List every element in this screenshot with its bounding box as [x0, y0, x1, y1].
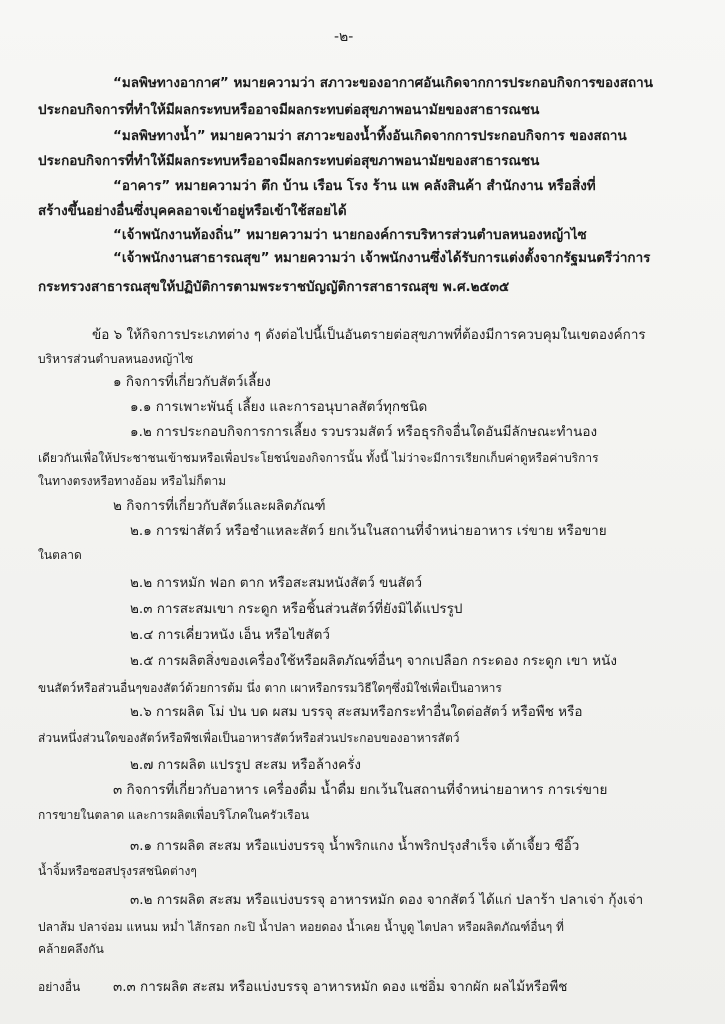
text-line: ๓ กิจการที่เกี่ยวกับอาหาร เครื่องดื่ม น้ำดื่ม ยกเว้นในสถานที่จำหน่ายอาหาร การเร่ขาย	[113, 782, 608, 798]
text-line: ๒.๕ การผลิตสิ่งของเครื่องใช้หรือผลิตภัณฑ์อื่นๆ จากเปลือก กระดอง กระดูก เขา หนัง	[130, 653, 617, 669]
text-line: ๑.๑ การเพาะพันธุ์ เลี้ยง และการอนุบาลสัตว์ทุกชนิด	[130, 399, 428, 415]
text-line: “เจ้าพนักงานท้องถิ่น” หมายความว่า นายกองค์การบริหารส่วนตำบลหนองหญ้าไซ	[113, 227, 587, 243]
text-line: “มลพิษทางน้ำ” หมายความว่า สภาวะของน้ำทิ้งอันเกิดจากการประกอบกิจการ ของสถาน	[113, 128, 627, 144]
text-line: บริหารส่วนตำบลหนองหญ้าไซ	[38, 352, 194, 366]
text-line: อย่างอื่น	[38, 980, 81, 994]
text-line: ๒.๑ การฆ่าสัตว์ หรือชำแหละสัตว์ ยกเว้นในสถานที่จำหน่ายอาหาร เร่ขาย หรือขาย	[130, 523, 607, 539]
text-line: “เจ้าพนักงานสาธารณสุข” หมายความว่า เจ้าพนักงานซึ่งได้รับการแต่งตั้งจากรัฐมนตรีว่าการ	[113, 250, 651, 266]
text-line: สร้างขึ้นอย่างอื่นซึ่งบุคคลอาจเข้าอยู่หรือเข้าใช้สอยได้	[38, 203, 347, 219]
text-line: ในตลาด	[38, 548, 82, 562]
text-line: การขายในตลาด และการผลิตเพื่อบริโภคในครัวเรือน	[38, 808, 310, 822]
text-line: ๓.๑ การผลิต สะสม หรือแบ่งบรรจุ น้ำพริกแกง น้ำพริกปรุงสำเร็จ เต้าเจี้ยว ซีอิ๊ว	[130, 838, 580, 854]
text-line: ๒ กิจการที่เกี่ยวกับสัตว์และผลิตภัณฑ์	[113, 498, 326, 514]
text-line: ประกอบกิจการที่ทำให้มีผลกระทบหรืออาจมีผลกระทบต่อสุขภาพอนามัยของสาธารณชน	[38, 102, 540, 118]
text-line: ๓.๒ การผลิต สะสม หรือแบ่งบรรจุ อาหารหมัก ดอง จากสัตว์ ได้แก่ ปลาร้า ปลาเจ่า กุ้งเจ่า	[130, 892, 644, 908]
text-line: คล้ายคลึงกัน	[38, 942, 104, 956]
text-line: ส่วนหนึ่งส่วนใดของสัตว์หรือพืชเพื่อเป็นอาหารสัตว์หรือส่วนประกอบของอาหารสัตว์	[38, 731, 460, 745]
text-line: ๑ กิจการที่เกี่ยวกับสัตว์เลี้ยง	[113, 374, 271, 390]
text-line: ปลาส้ม ปลาจ่อม แหนม หม่ำ ไส้กรอก กะปิ น้ำปลา หอยดอง น้ำเคย น้ำบูดู ไตปลา หรือผลิตภัณฑ์อื่นๆ ที่	[38, 920, 564, 934]
text-line: ๒.๓ การสะสมเขา กระดูก หรือชิ้นส่วนสัตว์ที่ยังมิได้แปรรูป	[130, 601, 463, 617]
text-line: ประกอบกิจการที่ทำให้มีผลกระทบหรืออาจมีผลกระทบต่อสุขภาพอนามัยของสาธารณชน	[38, 153, 540, 169]
text-line: ๒.๒ การหมัก ฟอก ตาก หรือสะสมหนังสัตว์ ขนสัตว์	[130, 575, 423, 591]
text-line: ข้อ ๖ ให้กิจการประเภทต่าง ๆ ดังต่อไปนี้เป็นอันตรายต่อสุขภาพที่ต้องมีการควบคุมในเขตองค์การ	[92, 327, 646, 343]
text-line: กระทรวงสาธารณสุขให้ปฏิบัติการตามพระราชบัญญัติการสาธารณสุข พ.ศ.๒๕๓๕	[38, 279, 510, 295]
text-line: “มลพิษทางอากาศ” หมายความว่า สภาวะของอากาศอันเกิดจากการประกอบกิจการของสถาน	[113, 75, 653, 91]
text-line: ๒.๔ การเคี่ยวหนัง เอ็น หรือไขสัตว์	[130, 627, 330, 643]
text-line: ๒.๖ การผลิต โม่ ป่น บด ผสม บรรจุ สะสมหรือกระทำอื่นใดต่อสัตว์ หรือพืช หรือ	[130, 704, 583, 720]
text-line: ๒.๗ การผลิต แปรรูป สะสม หรือล้างครั่ง	[130, 757, 362, 773]
text-line: ในทางตรงหรือทางอ้อม หรือไม่ก็ตาม	[38, 474, 227, 488]
text-line: ๓.๓ การผลิต สะสม หรือแบ่งบรรจุ อาหารหมัก ดอง แช่อิ่ม จากผัก ผลไม้หรือพืช	[113, 979, 568, 995]
text-line: น้ำจิ้มหรือซอสปรุงรสชนิดต่างๆ	[38, 864, 197, 878]
text-line: “อาคาร” หมายความว่า ตึก บ้าน เรือน โรง ร้าน แพ คลังสินค้า สำนักงาน หรือสิ่งที่	[113, 178, 596, 194]
text-line: เดียวกันเพื่อให้ประชาชนเข้าชมหรือเพื่อประโยชน์ของกิจการนั้น ทั้งนี้ ไม่ว่าจะมีการเรียกเก็บค่าดูหรือค่าบริการ	[38, 451, 599, 465]
page-number: -๒-	[334, 29, 354, 45]
text-line: ๑.๒ การประกอบกิจการการเลี้ยง รวบรวมสัตว์ หรือธุรกิจอื่นใดอันมีลักษณะทำนอง	[130, 424, 598, 440]
text-line: ขนสัตว์หรือส่วนอื่นๆของสัตว์ด้วยการต้ม นึ่ง ตาก เผาหรือกรรมวิธีใดๆซึ่งมิใช่เพื่อเป็นอาหาร	[38, 681, 502, 695]
